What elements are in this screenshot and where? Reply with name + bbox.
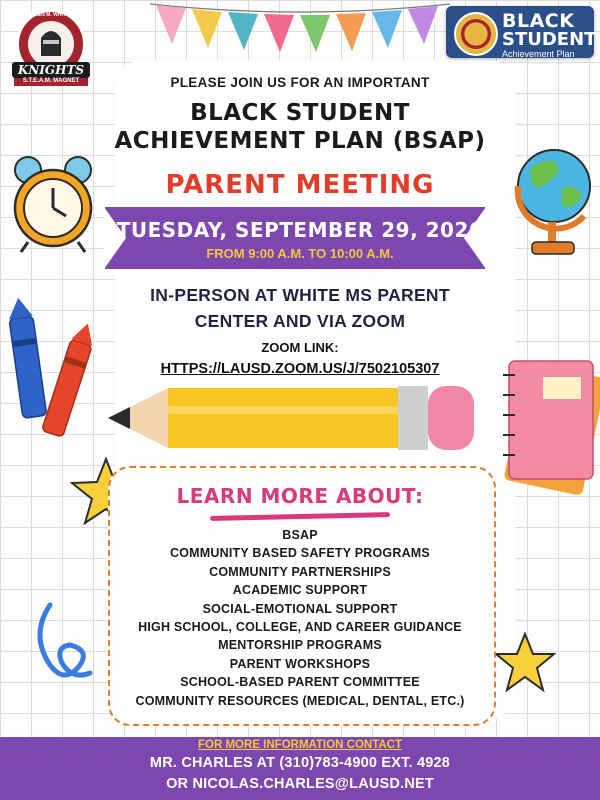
school-subtitle: S.T.E.A.M. MAGNET bbox=[22, 78, 80, 84]
pennant-blue bbox=[372, 10, 402, 48]
list-item: SOCIAL-EMOTIONAL SUPPORT bbox=[202, 601, 398, 616]
zoom-label: ZOOM LINK: bbox=[261, 340, 339, 355]
logo-line-black: BLACK bbox=[502, 10, 575, 32]
pencil-icon bbox=[108, 380, 478, 452]
meeting-subtitle: PARENT MEETING bbox=[165, 170, 435, 200]
district-seal-icon bbox=[454, 12, 498, 56]
list-item: HIGH SCHOOL, COLLEGE, AND CAREER GUIDANCE bbox=[138, 620, 462, 635]
pennant-yellow bbox=[192, 9, 222, 48]
list-item: BSAP bbox=[282, 528, 318, 542]
swirl-decoration bbox=[20, 595, 100, 695]
list-item: COMMUNITY BASED SAFETY PROGRAMS bbox=[170, 546, 430, 561]
pennant-red bbox=[264, 14, 294, 52]
school-ring-text: STEPHEN M. WHITE M.S. bbox=[21, 12, 81, 18]
pennant-orange bbox=[336, 13, 366, 51]
location-line-1: IN-PERSON AT WHITE MS PARENT bbox=[150, 285, 450, 305]
bunting-decoration bbox=[150, 0, 450, 55]
pennant-teal bbox=[228, 12, 258, 50]
bsap-logo bbox=[446, 6, 597, 59]
list-item: PARENT WORKSHOPS bbox=[229, 656, 371, 671]
pre-title: PLEASE JOIN US FOR AN IMPORTANT bbox=[170, 75, 430, 90]
zoom-link[interactable]: HTTPS://LAUSD.ZOOM.US/J/7502105307 bbox=[160, 361, 440, 377]
school-name: KNIGHTS bbox=[17, 63, 85, 77]
title-line-1: BLACK STUDENT bbox=[190, 100, 410, 126]
event-time: FROM 9:00 A.M. TO 10:00 A.M. bbox=[206, 246, 394, 261]
contact-phone: MR. CHARLES AT (310)783-4900 EXT. 4928 bbox=[149, 755, 451, 771]
logo-line-student: STUDENT bbox=[502, 29, 597, 50]
learn-more-title: LEARN MORE ABOUT: bbox=[176, 484, 424, 508]
pennant-green bbox=[300, 15, 330, 52]
event-date: TUESDAY, SEPTEMBER 29, 2026 bbox=[116, 218, 484, 242]
logo-line-plan: Achievement Plan bbox=[502, 49, 575, 59]
topic-list bbox=[110, 526, 490, 710]
pennant-purple bbox=[408, 6, 438, 44]
list-item: ACADEMIC SUPPORT bbox=[232, 583, 368, 598]
list-item: COMMUNITY PARTNERSHIPS bbox=[209, 564, 391, 579]
list-item: SCHOOL-BASED PARENT COMMITTEE bbox=[180, 675, 420, 690]
title-line-2: ACHIEVEMENT PLAN (BSAP) bbox=[114, 128, 486, 154]
list-item: COMMUNITY RESOURCES (MEDICAL, DENTAL, ETC.) bbox=[135, 693, 465, 708]
contact-heading: FOR MORE INFORMATION CONTACT bbox=[198, 739, 402, 751]
location-line-2: CENTER AND VIA ZOOM bbox=[194, 311, 406, 331]
pennant-pink bbox=[156, 5, 186, 44]
star-icon-right bbox=[494, 632, 556, 694]
list-item: MENTORSHIP PROGRAMS bbox=[218, 638, 382, 653]
contact-email[interactable]: OR NICOLAS.CHARLES@LAUSD.NET bbox=[166, 776, 434, 792]
